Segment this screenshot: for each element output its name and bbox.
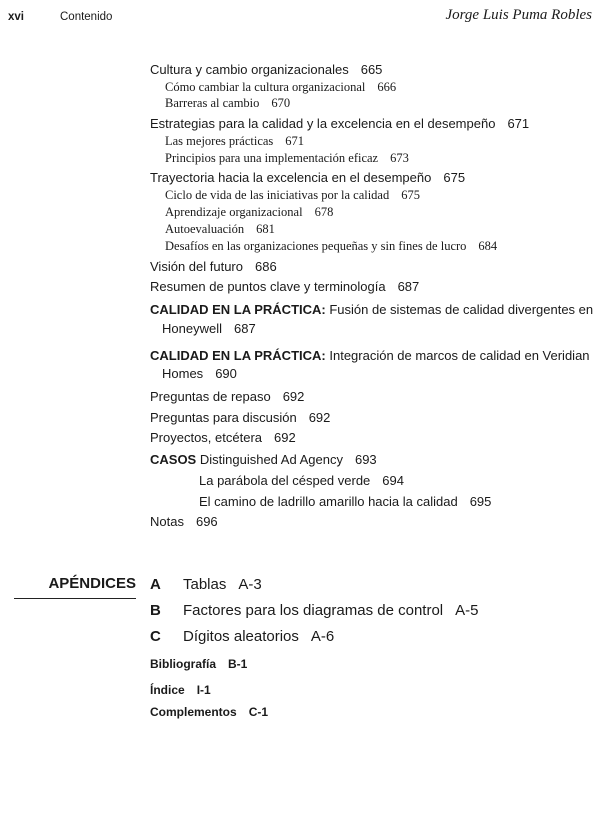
toc-case: El camino de ladrillo amarillo hacia la calidad 695 bbox=[199, 494, 492, 509]
appendix-item: C Dígitos aleatorios A-6 bbox=[150, 628, 335, 645]
toc-entry-feature: CALIDAD EN LA PRÁCTICA: Integración de marcos de calidad en Veridian bbox=[150, 348, 590, 363]
toc-entry: Proyectos, etcétera 692 bbox=[150, 430, 296, 445]
toc-entry: Resumen de puntos clave y terminología 687 bbox=[150, 279, 420, 294]
toc-subentry: Desafíos en las organizaciones pequeñas y sin fines de lucro 684 bbox=[165, 239, 498, 253]
back-matter-item: Índice I-1 bbox=[150, 683, 211, 697]
back-matter-item: Bibliografía B-1 bbox=[150, 657, 248, 671]
toc-entry: Preguntas para discusión 692 bbox=[150, 410, 331, 425]
toc-subentry: Barreras al cambio 670 bbox=[165, 96, 291, 110]
toc-entry-continuation: Homes 690 bbox=[162, 366, 237, 381]
toc-entry-continuation: Honeywell 687 bbox=[162, 321, 256, 336]
toc-subentry: Cómo cambiar la cultura organizacional 666 bbox=[165, 80, 397, 94]
toc-entry-cases: CASOS Distinguished Ad Agency 693 bbox=[150, 452, 377, 467]
appendix-item: B Factores para los diagramas de control A-5 bbox=[150, 602, 479, 619]
toc-subentry: Principios para una implementación eficaz 673 bbox=[165, 151, 409, 165]
toc-subentry: Aprendizaje organizacional 678 bbox=[165, 205, 334, 219]
toc-subentry: Ciclo de vida de las iniciativas por la calidad 675 bbox=[165, 188, 420, 202]
page-number: xvi bbox=[8, 11, 24, 23]
heading-rule bbox=[14, 598, 136, 599]
appendix-item: A Tablas A-3 bbox=[150, 576, 262, 593]
toc-subentry: Autoevaluación 681 bbox=[165, 222, 275, 236]
toc-subentry: Las mejores prácticas 671 bbox=[165, 134, 305, 148]
toc-entry: Preguntas de repaso 692 bbox=[150, 389, 305, 404]
running-head-author: Jorge Luis Puma Robles bbox=[445, 7, 592, 23]
toc-entry-feature: CALIDAD EN LA PRÁCTICA: Fusión de sistemas de calidad divergentes en bbox=[150, 302, 594, 317]
toc-entry: Trayectoria hacia la excelencia en el desempeño 675 bbox=[150, 170, 466, 185]
toc-entry: Estrategias para la calidad y la excelencia en el desempeño 671 bbox=[150, 116, 530, 131]
back-matter-item: Complementos C-1 bbox=[150, 705, 269, 719]
running-head-section: Contenido bbox=[60, 11, 113, 23]
toc-entry: Cultura y cambio organizacionales 665 bbox=[150, 62, 383, 77]
toc-entry: Visión del futuro 686 bbox=[150, 259, 277, 274]
appendices-heading: APÉNDICES bbox=[48, 575, 136, 592]
toc-entry: Notas 696 bbox=[150, 514, 218, 529]
toc-case: La parábola del césped verde 694 bbox=[199, 473, 404, 488]
